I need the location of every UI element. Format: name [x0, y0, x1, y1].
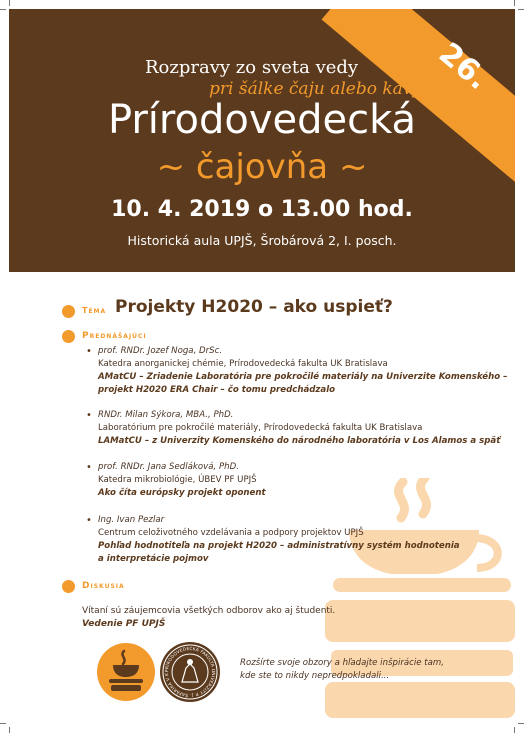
speaker-department: Centrum celoživotného vzdelávania a podpory projektov UPJŠ: [98, 528, 364, 538]
talk-title: Ako číta európsky projekt oponent: [98, 488, 266, 498]
slogan-line: Rozšírte svoje obzory a hľadajte inšpirácie tam,: [240, 658, 445, 668]
speaker-name: Ing. Ivan Pezlar: [98, 515, 165, 525]
faculty-seal-logo: [160, 642, 220, 702]
slogan-line: kde ste to nikdy nepredpokladali...: [240, 671, 390, 681]
talk-title: LAMatCU – z Univerzity Komenského do národného laboratória v Los Alamos a späť: [98, 436, 501, 446]
talk-title-continued: projekt H2020 ERA Chair – čo tomu predchádzalo: [98, 385, 336, 395]
crop-mark: [9, 0, 10, 6]
list-item: [88, 409, 500, 448]
crop-mark: [514, 727, 515, 733]
crop-mark: [9, 727, 10, 733]
speaker-department: Laboratórium pre pokročilé materiály, Prírodovedecká fakulta UK Bratislava: [98, 423, 423, 433]
list-item: [88, 514, 460, 566]
discussion-bullet: [62, 580, 75, 593]
discussion-invitation: Vítaní sú záujemcovia všetkých odborov ako aj študenti.: [82, 606, 336, 616]
talk-title-continued: a interpretácie pojmov: [98, 554, 209, 564]
discussion-text: [82, 605, 335, 631]
speaker-name: RNDr. Milan Sýkora, MBA., PhD.: [98, 410, 234, 420]
svg-text:PRÍRODOVEDECKÁ FAKULTA UNIVERZ: PRÍRODOVEDECKÁ FAKULTA UNIVERZITY P. J. ŠAFÁRIKA V K: [164, 646, 216, 698]
seal-icon: [160, 642, 220, 702]
bullet-icon: •: [86, 515, 92, 526]
series-name: Rozpravy zo sveta vedy: [145, 57, 359, 78]
crop-mark: [0, 723, 6, 724]
speaker-department: Katedra anorganickej chémie, Prírodovedecká fakulta UK Bratislava: [98, 359, 388, 369]
cafe-logo: [97, 643, 155, 701]
event-venue: Historická aula UPJŠ, Šrobárová 2, I. posch.: [127, 233, 397, 248]
list-item: [88, 345, 507, 397]
header-banner: [9, 9, 515, 272]
crop-mark: [0, 9, 6, 10]
series-tagline: pri šálke čaju alebo kávy: [209, 79, 422, 99]
list-item: [88, 461, 266, 500]
topic-label: Téma: [82, 306, 107, 315]
bullet-icon: •: [86, 346, 92, 357]
crop-mark: [518, 723, 524, 724]
slogan: [240, 657, 444, 683]
speaker-name: prof. RNDr. Jana Sedláková, PhD.: [98, 462, 239, 472]
issue-number: 26.: [431, 36, 496, 97]
crop-mark: [514, 0, 515, 6]
bullet-icon: •: [86, 462, 92, 473]
topic-bullet: [62, 305, 75, 318]
organizer: Vedenie PF UPJŠ: [82, 619, 166, 629]
event-title: Prírodovedecká: [107, 97, 417, 143]
speaker-name: prof. RNDr. Jozef Noga, DrSc.: [98, 346, 223, 356]
discussion-label: Diskusia: [82, 581, 125, 591]
talk-title: AMatCU – Zriadenie Laboratória pre pokročilé materiály na Univerzite Komenského –: [98, 372, 508, 382]
teacup-icon: [97, 643, 155, 701]
topic-title: Projekty H2020 – ako uspieť?: [115, 297, 393, 317]
speakers-bullet: [62, 330, 75, 343]
speaker-department: Katedra mikrobiológie, ÚBEV PF UPJŠ: [98, 475, 257, 485]
speakers-label: Prednášajúci: [82, 331, 147, 341]
crop-mark: [518, 9, 524, 10]
talk-title: Pohľad hodnotiteľa na projekt H2020 – administratívny systém hodnotenia: [98, 541, 460, 551]
event-datetime: 10. 4. 2019 o 13.00 hod.: [111, 197, 413, 222]
bullet-icon: •: [86, 410, 92, 421]
event-subtitle: ~ čajovňa ~: [156, 147, 368, 187]
